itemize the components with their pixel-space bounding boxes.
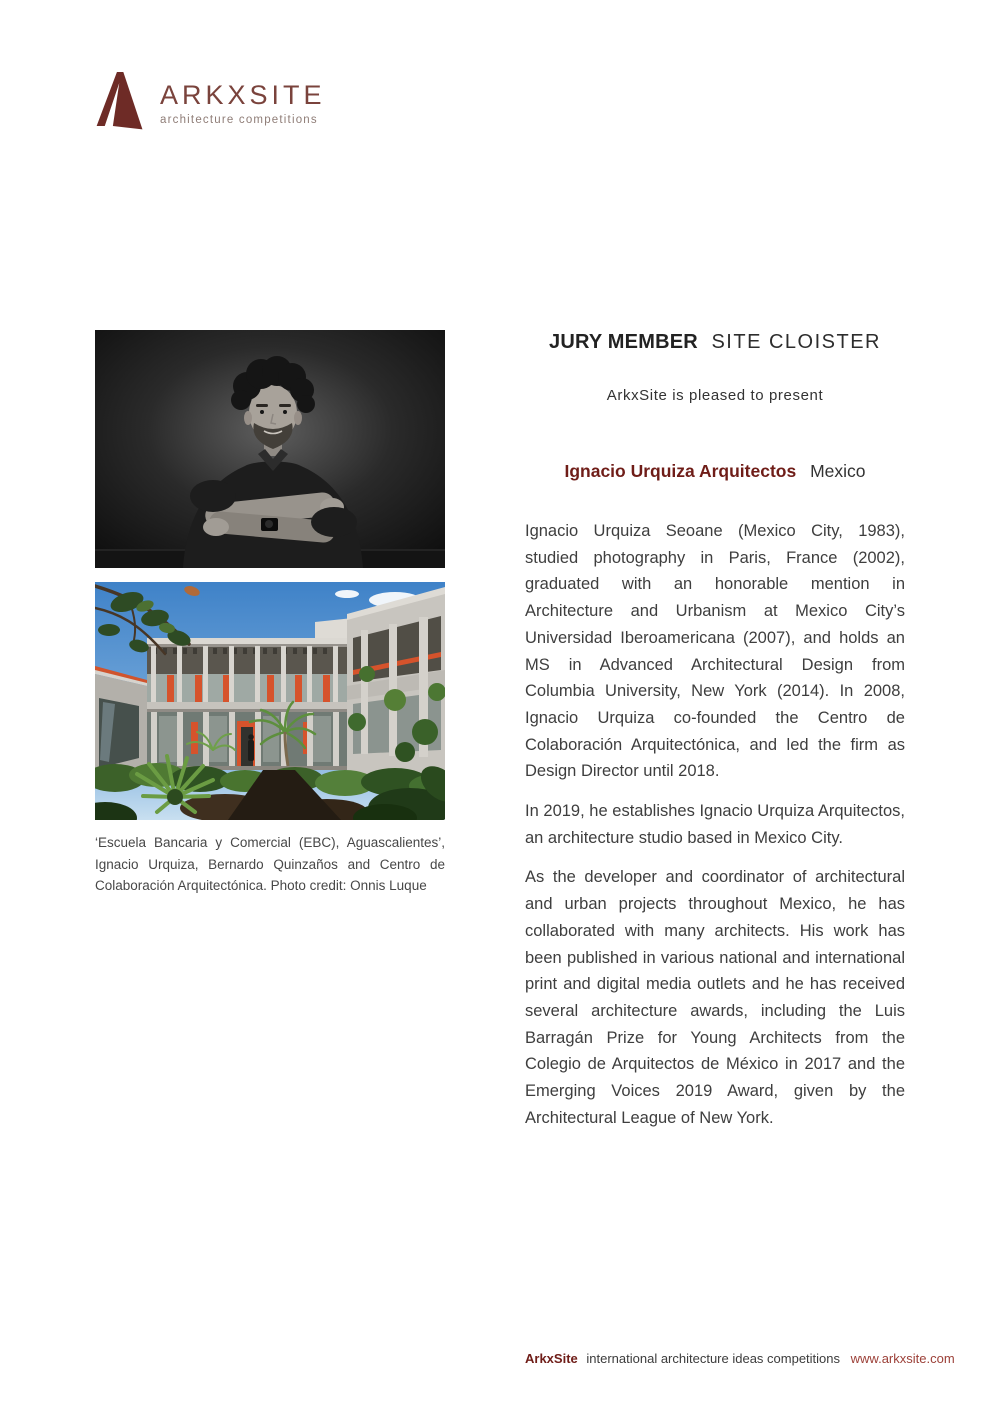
bio-paragraph-2: In 2019, he establishes Ignacio Urquiza Arquitectos, an architecture studio based in Mexico City. <box>525 802 905 847</box>
arkxsite-logo <box>92 64 326 138</box>
content-column <box>525 330 905 1131</box>
courtyard-photo <box>95 582 445 820</box>
biography <box>525 518 905 1131</box>
bio-paragraph-1: Ignacio Urquiza Seoane (Mexico City, 1983), studied photography in Paris, France (2002), graduated with an honorable mention in Architecture and Urbanism at Mexico City’s Universidad Iberoamericana (2007), and holds an MS in Advanced Architectural Design from Columbia University, New York (2014). In 2008, Ignacio Urquiza co-founded the Centro de Colaboración Arquitectónica, and led the firm as Design Director until 2018. <box>525 522 905 781</box>
studio-name: Ignacio Urquiza Arquitectos <box>564 461 797 481</box>
competition-name: SITE CLOISTER <box>711 331 881 353</box>
arkxsite-logo-mark-icon <box>92 64 150 138</box>
footer-descriptor: international architecture ideas competitions <box>586 1351 841 1366</box>
intro-line: ArkxSite is pleased to present <box>606 387 824 404</box>
bio-paragraph-3: As the developer and coordinator of architectural and urban projects throughout Mexico, he has collaborated with many architects. His work has been published in various national and international print and digital media outlets and he has received several architecture awards, including the Luis Barragán Prize for Young Architects from the Colegio de Arquitectos de México in 2017 and the Emerging Voices 2019 Award, given by the Architectural League of New York. <box>525 868 905 1127</box>
jury-member-label: JURY MEMBER <box>549 331 698 353</box>
logo-brand-text: ARKXSITE <box>160 80 326 110</box>
page-title <box>525 330 905 354</box>
member-name-line <box>525 460 905 482</box>
member-country: Mexico <box>810 461 866 481</box>
page-footer <box>525 1351 955 1366</box>
footer-brand: ArkxSite <box>525 1351 578 1366</box>
logo-text-block <box>160 82 326 126</box>
photo-column <box>95 330 445 897</box>
portrait-photo <box>95 330 445 568</box>
footer-website-link[interactable]: www.arkxsite.com <box>850 1351 955 1366</box>
logo-tagline: architecture competitions <box>160 114 318 126</box>
photo-caption: ‘Escuela Bancaria y Comercial (EBC), Aguascalientes’, Ignacio Urquiza, Bernardo Quinzaños and Centro de Colaboración Arquitectónica. Photo credit: Onnis Luque <box>95 835 445 893</box>
